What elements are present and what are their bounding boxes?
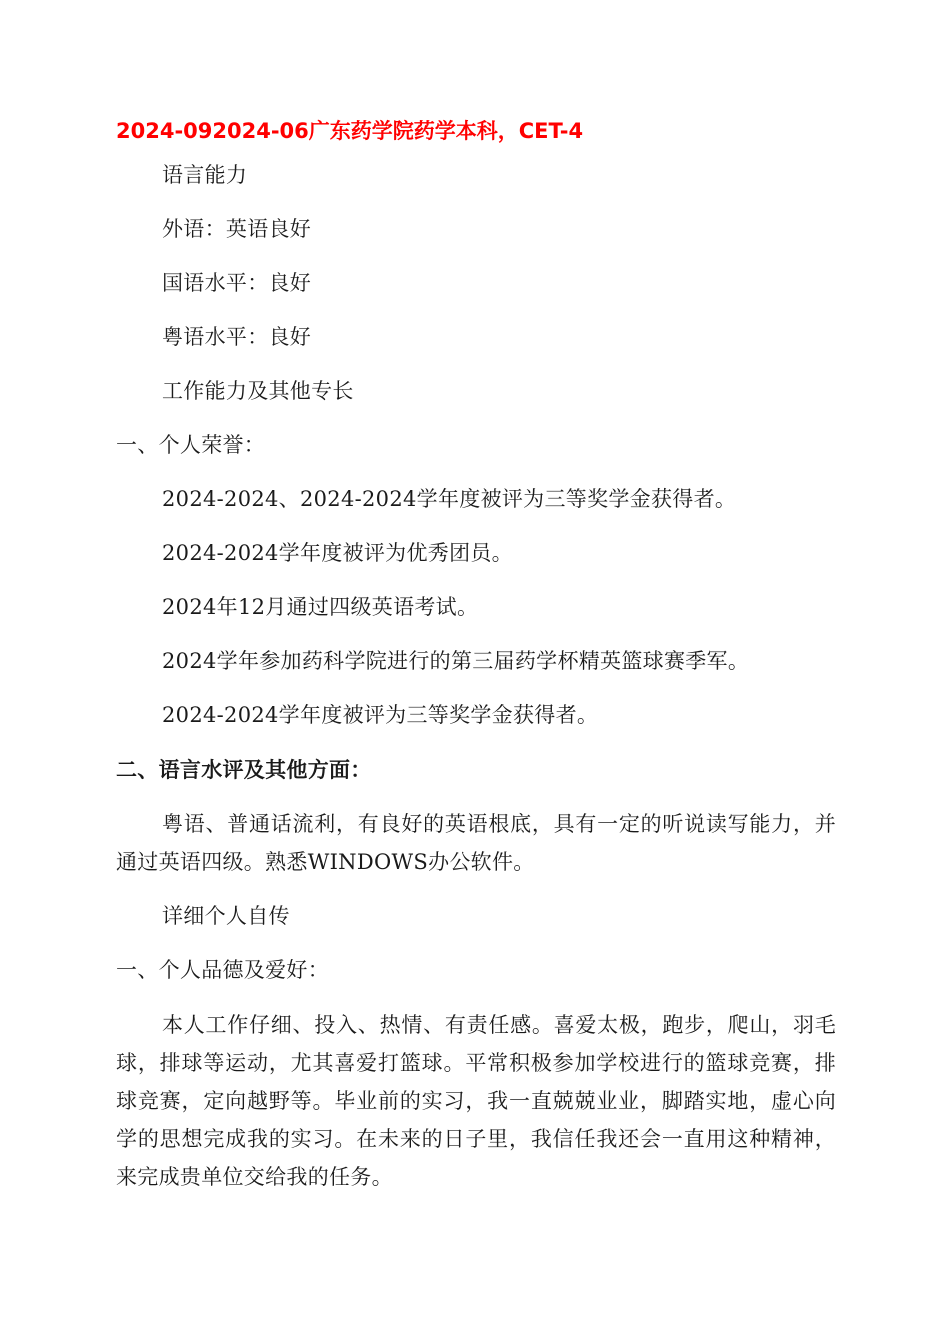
autobiography-heading: 详细个人自传 bbox=[162, 904, 290, 928]
language-paragraph: 粤语、普通话流利，有良好的英语根底，具有一定的听说读写能力，并通过英语四级。熟悉WINDOWS办公软件。 bbox=[116, 812, 836, 874]
honor-item: 2024-2024学年度被评为优秀团员。 bbox=[162, 541, 513, 565]
mandarin-line: 国语水平：良好 bbox=[162, 271, 312, 295]
education-title: 2024-092024-06广东药学院药学本科，CET-4 bbox=[116, 119, 584, 143]
foreign-language-line: 外语：英语良好 bbox=[162, 217, 312, 241]
honor-item: 2024-2024学年度被评为三等奖学金获得者。 bbox=[162, 703, 599, 727]
honor-item: 2024学年参加药科学院进行的第三届药学杯精英篮球赛季军。 bbox=[162, 649, 750, 673]
language-ability-heading: 语言能力 bbox=[162, 163, 248, 187]
honor-item: 2024年12月通过四级英语考试。 bbox=[162, 595, 479, 619]
character-paragraph: 本人工作仔细、投入、热情、有责任感。喜爱太极，跑步，爬山，羽毛球，排球等运动，尤其喜爱打篮球。平常积极参加学校进行的篮球竞赛，排球竞赛，定向越野等。毕业前的实习，我一直兢兢业业，脚踏实地，虚心向学的思想完成我的实习。在未来的日子里，我信任我还会一直用这种精神，来完成贵单位交给我的任务。 bbox=[116, 1013, 836, 1189]
work-ability-heading: 工作能力及其他专长 bbox=[162, 379, 354, 403]
language-section-heading: 二、语言水评及其他方面： bbox=[116, 758, 372, 782]
personal-honors-heading: 一、个人荣誉： bbox=[116, 433, 266, 457]
cantonese-line: 粤语水平：良好 bbox=[162, 325, 312, 349]
character-hobbies-heading: 一、个人品德及爱好： bbox=[116, 958, 329, 982]
honor-item: 2024-2024、2024-2024学年度被评为三等奖学金获得者。 bbox=[162, 487, 737, 511]
